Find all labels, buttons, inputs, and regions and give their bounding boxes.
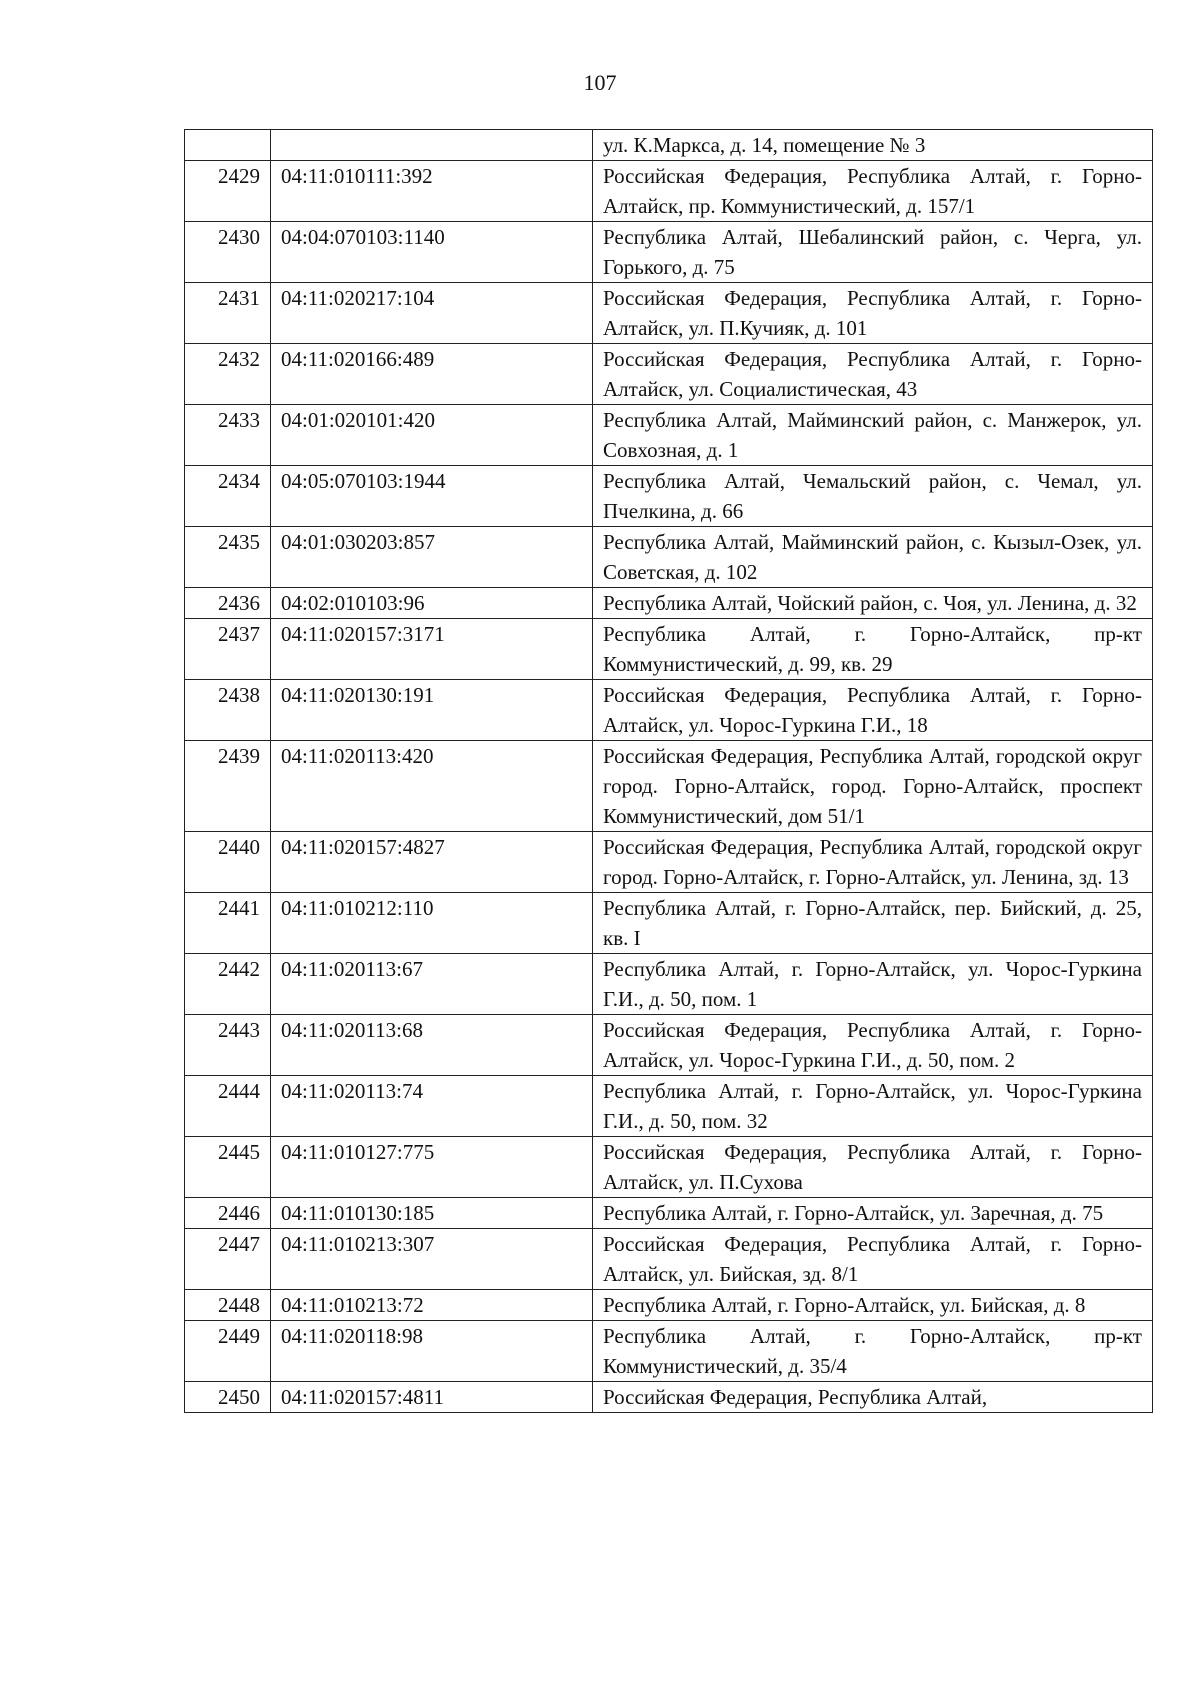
table-row [185,1290,1153,1321]
registry-table [184,129,1153,1413]
table-row [185,222,1153,283]
row-number [185,130,271,161]
row-number: 2443 [185,1015,271,1076]
cadastral-number: 04:11:020130:191 [271,680,593,741]
cadastral-number: 04:11:020217:104 [271,283,593,344]
address: Российская Федерация, Республика Алтай, г. Горно-Алтайск, ул. П.Кучияк, д. 101 [593,283,1153,344]
table-row [185,893,1153,954]
cadastral-number [271,130,593,161]
address: Российская Федерация, Республика Алтай, г. Горно-Алтайск, пр. Коммунистический, д. 157/1 [593,161,1153,222]
address: Республика Алтай, г. Горно-Алтайск, пр-кт Коммунистический, д. 35/4 [593,1321,1153,1382]
table-row [185,741,1153,832]
cadastral-number: 04:11:010111:392 [271,161,593,222]
row-number: 2437 [185,619,271,680]
cadastral-number: 04:11:010130:185 [271,1198,593,1229]
row-number: 2430 [185,222,271,283]
address: Республика Алтай, Майминский район, с. Манжерок, ул. Совхозная, д. 1 [593,405,1153,466]
cadastral-number: 04:11:010212:110 [271,893,593,954]
table-row [185,405,1153,466]
table-row [185,344,1153,405]
address: Республика Алтай, Чемальский район, с. Чемал, ул. Пчелкина, д. 66 [593,466,1153,527]
row-number: 2438 [185,680,271,741]
row-number: 2442 [185,954,271,1015]
row-number: 2433 [185,405,271,466]
table-row [185,161,1153,222]
row-number: 2439 [185,741,271,832]
address: Республика Алтай, Майминский район, с. Кызыл-Озек, ул. Советская, д. 102 [593,527,1153,588]
registry-table-body [185,130,1153,1413]
row-number: 2441 [185,893,271,954]
table-row [185,1076,1153,1137]
address: Республика Алтай, г. Горно-Алтайск, ул. Чорос-Гуркина Г.И., д. 50, пом. 1 [593,954,1153,1015]
cadastral-number: 04:01:030203:857 [271,527,593,588]
address: Российская Федерация, Республика Алтай, г. Горно-Алтайск, ул. Чорос-Гуркина Г.И., д. 50, пом. 2 [593,1015,1153,1076]
row-number: 2448 [185,1290,271,1321]
address: Республика Алтай, Чойский район, с. Чоя, ул. Ленина, д. 32 [593,588,1153,619]
table-row [185,1321,1153,1382]
row-number: 2434 [185,466,271,527]
row-number: 2432 [185,344,271,405]
cadastral-number: 04:04:070103:1140 [271,222,593,283]
cadastral-number: 04:11:020118:98 [271,1321,593,1382]
cadastral-number: 04:11:020166:489 [271,344,593,405]
address: Российская Федерация, Республика Алтай, городской округ город. Горно-Алтайск, г. Горно-Алтайск, ул. Ленина, зд. 13 [593,832,1153,893]
page-number: 107 [583,70,617,95]
table-row [185,619,1153,680]
table-row [185,130,1153,161]
table-row [185,954,1153,1015]
address: Республика Алтай, г. Горно-Алтайск, пр-кт Коммунистический, д. 99, кв. 29 [593,619,1153,680]
address: Российская Федерация, Республика Алтай, г. Горно-Алтайск, ул. Бийская, зд. 8/1 [593,1229,1153,1290]
cadastral-number: 04:11:020113:68 [271,1015,593,1076]
table-row [185,1382,1153,1413]
cadastral-number: 04:11:020113:67 [271,954,593,1015]
row-number: 2445 [185,1137,271,1198]
cadastral-number: 04:11:020113:420 [271,741,593,832]
address: Республика Алтай, Шебалинский район, с. Черга, ул. Горького, д. 75 [593,222,1153,283]
address: Республика Алтай, г. Горно-Алтайск, ул. Чорос-Гуркина Г.И., д. 50, пом. 32 [593,1076,1153,1137]
cadastral-number: 04:11:020157:4811 [271,1382,593,1413]
cadastral-number: 04:02:010103:96 [271,588,593,619]
cadastral-number: 04:11:010127:775 [271,1137,593,1198]
cadastral-number: 04:11:020157:4827 [271,832,593,893]
table-row [185,466,1153,527]
table-row [185,283,1153,344]
cadastral-number: 04:11:020157:3171 [271,619,593,680]
row-number: 2440 [185,832,271,893]
address: Республика Алтай, г. Горно-Алтайск, пер. Бийский, д. 25, кв. I [593,893,1153,954]
row-number: 2435 [185,527,271,588]
address: Республика Алтай, г. Горно-Алтайск, ул. Бийская, д. 8 [593,1290,1153,1321]
cadastral-number: 04:01:020101:420 [271,405,593,466]
table-row [185,1198,1153,1229]
address: Российская Федерация, Республика Алтай, г. Горно-Алтайск, ул. П.Сухова [593,1137,1153,1198]
address: Российская Федерация, Республика Алтай, [593,1382,1153,1413]
row-number: 2447 [185,1229,271,1290]
address: Российская Федерация, Республика Алтай, городской округ город. Горно-Алтайск, город. Горно-Алтайск, проспект Коммунистический, дом 51/1 [593,741,1153,832]
table-row [185,1229,1153,1290]
table-row [185,1137,1153,1198]
row-number: 2429 [185,161,271,222]
row-number: 2450 [185,1382,271,1413]
address: Российская Федерация, Республика Алтай, г. Горно-Алтайск, ул. Социалистическая, 43 [593,344,1153,405]
cadastral-number: 04:05:070103:1944 [271,466,593,527]
row-number: 2449 [185,1321,271,1382]
row-number: 2431 [185,283,271,344]
address: Республика Алтай, г. Горно-Алтайск, ул. Заречная, д. 75 [593,1198,1153,1229]
address: Российская Федерация, Республика Алтай, г. Горно-Алтайск, ул. Чорос-Гуркина Г.И., 18 [593,680,1153,741]
table-row [185,680,1153,741]
row-number: 2436 [185,588,271,619]
table-row [185,832,1153,893]
table-row [185,588,1153,619]
table-row [185,527,1153,588]
row-number: 2444 [185,1076,271,1137]
row-number: 2446 [185,1198,271,1229]
address: ул. К.Маркса, д. 14, помещение № 3 [593,130,1153,161]
table-row [185,1015,1153,1076]
cadastral-number: 04:11:020113:74 [271,1076,593,1137]
cadastral-number: 04:11:010213:307 [271,1229,593,1290]
cadastral-number: 04:11:010213:72 [271,1290,593,1321]
